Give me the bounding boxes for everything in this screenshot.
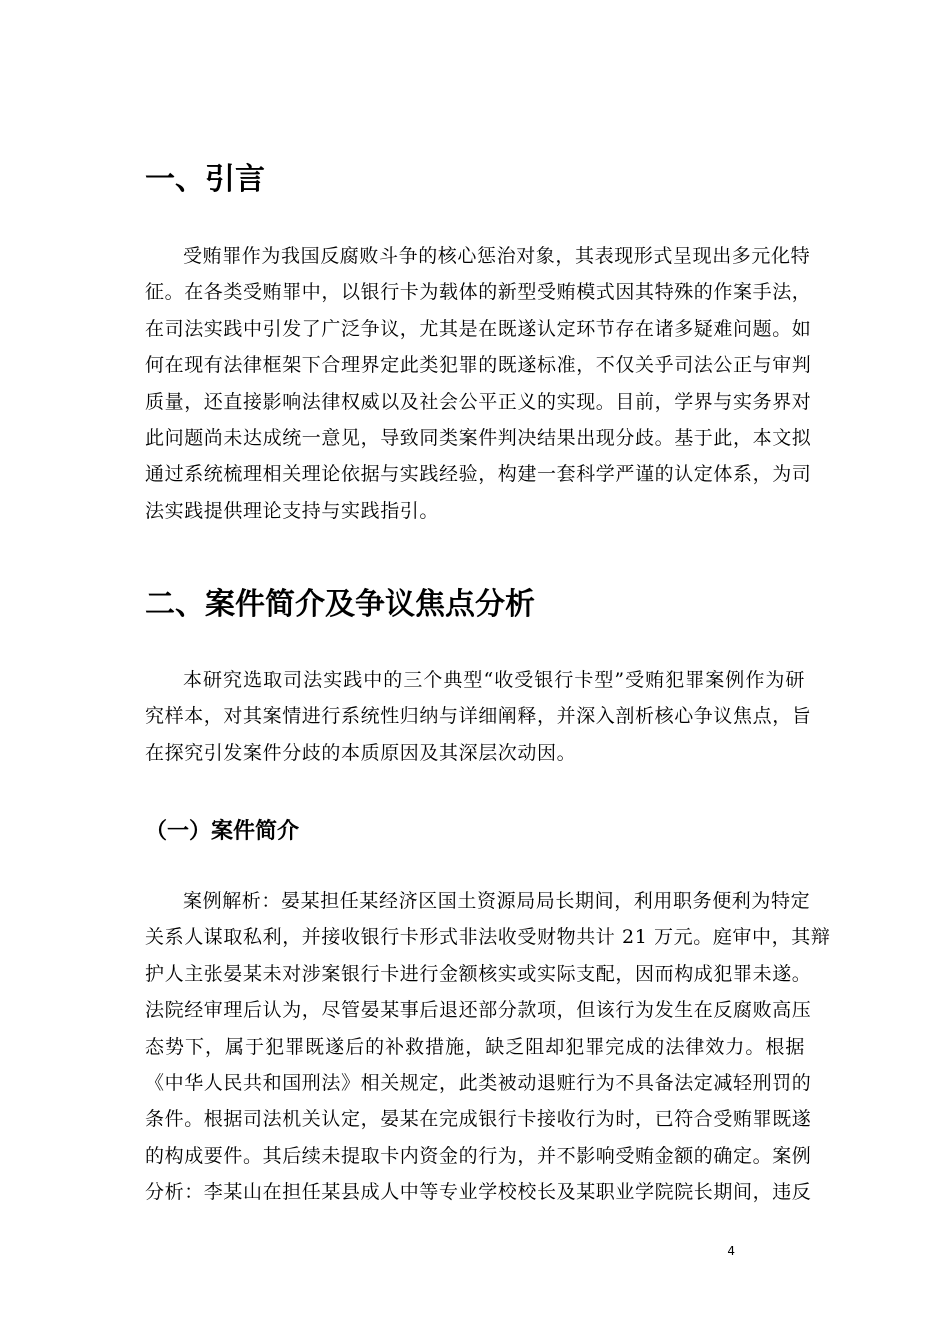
subsection-heading-case-intro: （一）案件简介	[145, 819, 300, 844]
text-line: 条件。根据司法机关认定，晏某在完成银行卡接收行为时，已符合受贿罪既遂	[145, 1108, 812, 1131]
case-intro-paragraph	[145, 883, 831, 1211]
section-heading-introduction: 一、引言	[145, 162, 265, 197]
text-line: 本研究选取司法实践中的三个典型“收受银行卡型”受贿犯罪案例作为研	[183, 669, 805, 691]
case-analysis-paragraph	[145, 662, 812, 771]
text-line: 在司法实践中引发了广泛争议，尤其是在既遂认定环节存在诸多疑难问题。如	[145, 317, 812, 340]
section-heading-case-analysis: 二、案件简介及争议焦点分析	[145, 587, 535, 622]
text-line: 法实践提供理论支持与实践指引。	[145, 499, 440, 522]
text-line: 的构成要件。其后续未提取卡内资金的行为，并不影响受贿金额的确定。案例	[145, 1144, 812, 1167]
text-line: 案例解析：晏某担任某经济区国土资源局局长期间，利用职务便利为特定	[183, 890, 811, 912]
text-line: 法院经审理后认为，尽管晏某事后退还部分款项，但该行为发生在反腐败高压	[145, 999, 812, 1022]
text-line: 在探究引发案件分歧的本质原因及其深层次动因。	[145, 741, 577, 764]
text-line: 关系人谋取私利，并接收银行卡形式非法收受财物共计 21 万元。庭审中，其辩	[145, 926, 831, 949]
text-line: 态势下，属于犯罪既遂后的补救措施，缺乏阻却犯罪完成的法律效力。根据	[145, 1035, 805, 1058]
text-line: 何在现有法律框架下合理界定此类犯罪的既遂标准，不仅关乎司法公正与审判	[145, 354, 812, 377]
text-line: 究样本，对其案情进行系统性归纳与详细阐释，并深入剖析核心争议焦点，旨	[145, 705, 812, 728]
text-line: 通过系统梳理相关理论依据与实践经验，构建一套科学严谨的认定体系，为司	[145, 463, 812, 486]
page-number: 4	[727, 1244, 735, 1258]
text-line: 质量，还直接影响法律权威以及社会公平正义的实现。目前，学界与实务界对	[145, 390, 812, 413]
text-line: 此问题尚未达成统一意见，导致同类案件判决结果出现分歧。基于此，本文拟	[145, 427, 812, 450]
text-line: 征。在各类受贿罪中，以银行卡为载体的新型受贿模式因其特殊的作案手法，	[145, 281, 812, 304]
text-line: 护人主张晏某未对涉案银行卡进行金额核实或实际支配，因而构成犯罪未遂。	[145, 962, 812, 985]
introduction-paragraph	[145, 238, 812, 529]
text-line: 受贿罪作为我国反腐败斗争的核心惩治对象，其表现形式呈现出多元化特	[183, 245, 811, 267]
text-line: 《中华人民共和国刑法》相关规定，此类被动退赃行为不具备法定减轻刑罚的	[145, 1072, 812, 1095]
text-line: 分析：李某山在担任某县成人中等专业学校校长及某职业学院院长期间，违反	[145, 1181, 812, 1204]
